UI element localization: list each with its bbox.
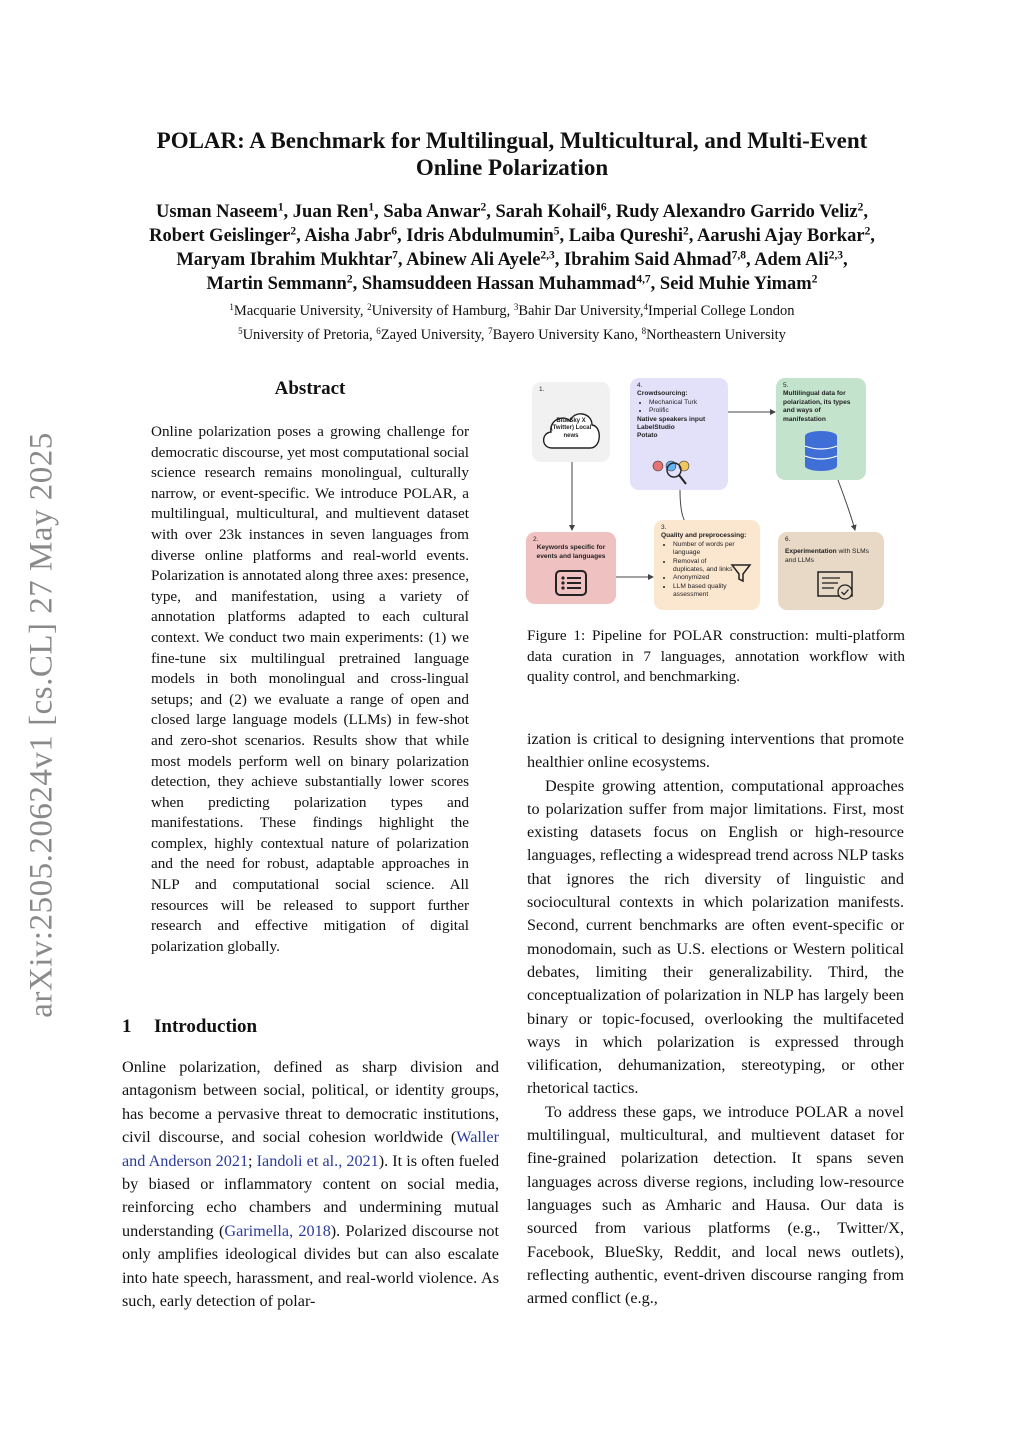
affiliation-marker: 2 — [290, 225, 297, 238]
affiliation-marker: 6 — [600, 201, 607, 214]
abstract-body: Online polarization poses a growing challenge for democratic discourse, yet most computational social science research remains monolingual, culturally narrow, or event-specific. We introduce POLAR, a multilingual, multicultural, and multievent dataset with over 23k instances in seven languages from diverse online platforms and real-world events. Polarization is annotated along three axes: presence, type, and manifestation, using a variety of annotation platforms adapted to each cultural context. We conduct two main experiments: (1) we fine-tune six multilingual pretrained language models in both monolingual and cross-lingual setups; and (2) we evaluate a range of open and closed large language models (LLMs) in few-shot and zero-shot scenarios. Results show that while most models perform well on binary polarization detection, they achieve substantially lower scores when predicting polarization types and manifestations. These findings highlight the complex, highly contextual nature of polarization and the need for robust, adaptable approaches in NLP and computational social science. All resources will be released to support further research and effective mitigation of digital polarization globally. — [151, 423, 470, 955]
author-name: Shamsuddeen Hassan Muhammad — [361, 274, 637, 294]
affiliation-name: Bahir Dar University, — [518, 303, 644, 319]
pipeline-step-keywords: 2. Keywords specific for events and languages — [526, 532, 616, 604]
affiliations — [100, 299, 924, 347]
section-heading-introduction — [122, 1016, 257, 1038]
affiliation-name: University of Pretoria, — [242, 327, 377, 343]
introduction-paragraph: Online polarization, defined as sharp division and antagonism between social, political, or identity groups, has become a pervasive threat to democratic institutions, civil discourse, and social cohesion worldwide (Waller and Anderson 2021; Iandoli et al., 2021). It is often fueled by biased or inflammatory content on social media, reinforcing echo chambers and undermining mutual understanding (Garimella, 2018). Polarized discourse not only amplifies ideological divides but can also escalate into hate speech, harassment, and real-world violence. As such, early detection of polar- — [122, 1058, 500, 1311]
author-name: Idris Abdulmumin — [406, 226, 554, 246]
benchmark-icon — [816, 570, 856, 604]
affiliations-line-2: $^5$University of Pretoria, $^6$Zayed University, $^7$Bayero University Kano, $^8$Northeastern University — [238, 326, 786, 343]
affiliation-marker: 1 — [368, 201, 375, 214]
citation-iandoli[interactable]: Iandoli et al., 2021 — [256, 1151, 379, 1170]
author-name: Aisha Jabr — [304, 226, 392, 246]
paper-title: POLAR: A Benchmark for Multilingual, Multicultural, and Multi-Event Online Polarization — [156, 128, 868, 180]
author-name: Abinew Ali Ayele — [406, 250, 541, 270]
affiliation-name: Bayero University Kano, — [492, 327, 642, 343]
author-line: Robert Geislinger$^2$, Aisha Jabr$^6$, Idris Abdulmumin$^5$, Laiba Qureshi$^2$, Aarushi Ajay Borkar$^2$, — [149, 225, 875, 246]
database-icon — [801, 430, 841, 476]
citation-garimella[interactable]: Garimella, 2018 — [224, 1221, 331, 1240]
affiliation-marker: 7,8 — [731, 249, 746, 262]
author-name: Sarah Kohail — [495, 202, 601, 222]
author-line: Maryam Ibrahim Mukhtar$^7$, Abinew Ali Ayele$^{2,3}$, Ibrahim Said Ahmad$^{7,8}$, Adem Ali$^{2,3}$, — [176, 249, 848, 270]
affiliation-marker: 5 — [553, 225, 560, 238]
paragraph: ization is critical to designing interventions that promote healthier online ecosystems. — [527, 730, 904, 772]
affiliation-marker: 1 — [277, 201, 284, 214]
author-name: Saba Anwar — [383, 202, 481, 222]
author-name: Usman Naseem — [156, 202, 278, 222]
section-title: Introduction — [154, 1016, 258, 1037]
author-name: Laiba Qureshi — [568, 226, 684, 246]
affiliation-name: University of Hamburg, — [371, 303, 514, 319]
figure-pipeline — [520, 372, 910, 622]
author-name: Ibrahim Said Ahmad — [564, 250, 732, 270]
affiliation-marker: 2 — [857, 201, 864, 214]
author-name: Juan Ren — [292, 202, 369, 222]
author-line: Martin Semmann$^2$, Shamsuddeen Hassan Muhammad$^{4,7}$, Seid Muhie Yimam$^2$ — [206, 273, 818, 294]
abstract-heading: Abstract — [274, 378, 346, 399]
affiliation-marker: 2,3 — [828, 249, 844, 262]
affiliations-line-1: $^1$Macquarie University, $^2$University of Hamburg, $^3$Bahir Dar University,$^4$Imperial College London — [229, 302, 795, 319]
affiliation-marker: 2 — [683, 225, 689, 238]
affiliation-name: Macquarie University, — [233, 303, 368, 319]
section-number: 1 — [122, 1016, 132, 1037]
author-name: Aarushi Ajay Borkar — [697, 226, 865, 246]
paragraph: Despite growing attention, computational approaches to polarization suffer from major limitations. First, most existing datasets focus on English or high-resource languages, reflecting a widespread trend across NLP tasks that ignores the rich diversity of linguistic and sociocultural contexts in which polarization manifests. Second, current benchmarks are often event-specific or monodomain, such as U.S. elections or Western political debates, limiting their generalizability. Third, the conceptualization of polarization in NLP has largely been binary or topic-focused, overlooking the multifaceted ways in which polarization is expressed through vilification, dehumanization, stereotyping, or other rhetorical tactics. — [527, 776, 904, 1098]
affiliation-marker: 6 — [391, 225, 397, 238]
author-list — [90, 200, 934, 296]
author-line: Usman Naseem$^1$, Juan Ren$^1$, Saba Anwar$^2$, Sarah Kohail$^6$, Rudy Alexandro Garrido Veliz$^2$, — [156, 201, 868, 222]
affiliation-marker: 2 — [346, 273, 353, 286]
affiliation-marker: 2 — [864, 225, 871, 238]
pipeline-step-sources: 1. BlueSky X (Twitter) Local news — [532, 382, 610, 462]
pipeline-step-multilingual-data: 5. Multilingual data for polarization, its types and ways of manifestation — [776, 378, 866, 480]
figure-caption: Figure 1: Pipeline for POLAR construction: multi-platform data curation in 7 languages, annotation workflow with quality control, and benchmarking. — [527, 627, 905, 686]
affiliation-marker: 2 — [811, 273, 818, 286]
pipeline-step-experimentation: 6. Experimentation with SLMs and LLMs — [778, 532, 884, 610]
affiliation-name: Imperial College London — [647, 303, 795, 319]
affiliation-name: Zayed University, — [380, 327, 489, 343]
arxiv-identifier: arXiv:2505.20624v1 [cs.CL] 27 May 2025 — [23, 432, 60, 1018]
pipeline-step-crowdsourcing: 4. Crowdsourcing: • Mechanical Turk • Prolific Native speakers input LabelStudio Potato — [630, 378, 728, 490]
author-name: Rudy Alexandro Garrido Veliz — [615, 202, 858, 222]
author-name: Seid Muhie Yimam — [659, 274, 812, 294]
citation-waller[interactable]: Waller and Anderson 2021 — [122, 1128, 499, 1170]
author-name: Adem Ali — [754, 250, 829, 270]
annotators-search-icon — [648, 458, 708, 488]
affiliation-marker: 2 — [480, 201, 487, 214]
paragraph: To address these gaps, we introduce POLAR a novel multilingual, multicultural, and multievent dataset for fine-grained polarization detection. It spans seven languages across diverse regions, including low-resource languages such as Amharic and Hausa. Our data is sourced from various platforms (e.g., Twitter/X, Facebook, BlueSky, Reddit, and local news outlets), reflecting authentic, event-driven discourse ranging from armed conflict (e.g., — [527, 1102, 904, 1308]
affiliation-marker: 2,3 — [540, 249, 555, 262]
filter-icon — [730, 562, 752, 584]
author-name: Martin Semmann — [206, 274, 347, 294]
affiliation-name: Northeastern University — [646, 327, 786, 343]
pipeline-step-quality: 3. Quality and preprocessing: • Number of words per language • Removal of duplicates, and links • Anonymized • LLM based quality assessment — [654, 520, 760, 610]
introduction-right-column — [527, 728, 904, 1310]
affiliation-marker: 4,7 — [636, 273, 651, 286]
affiliation-marker: 7 — [392, 249, 398, 262]
author-name: Maryam Ibrahim Mukhtar — [176, 250, 393, 270]
list-icon — [555, 570, 587, 596]
author-name: Robert Geislinger — [149, 226, 291, 246]
